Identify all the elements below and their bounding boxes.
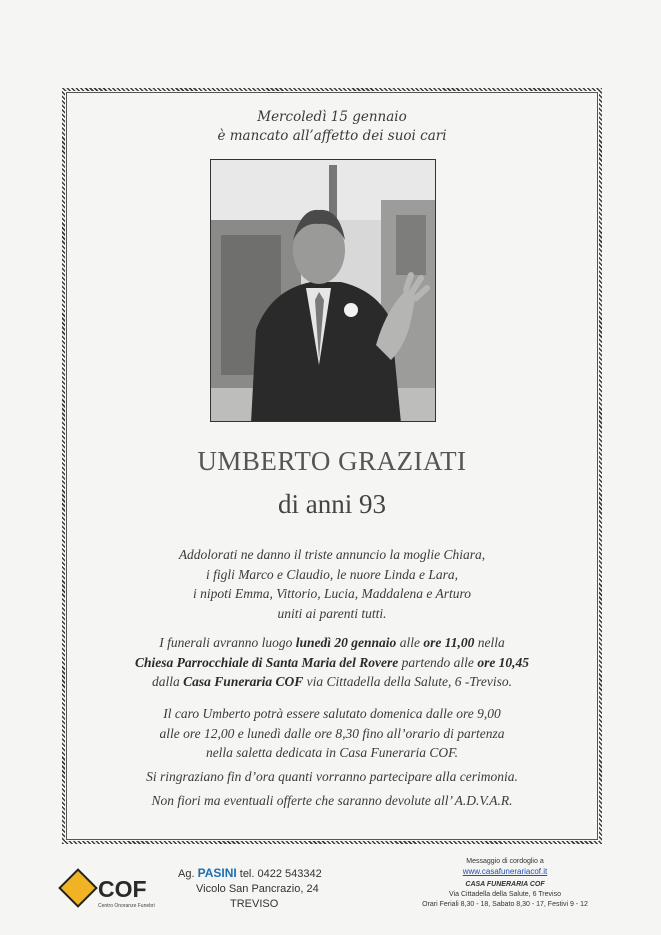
departure-time: ore 10,45 bbox=[477, 654, 530, 670]
diamond-icon bbox=[58, 868, 98, 908]
agency-name: PASINI bbox=[197, 866, 237, 880]
funeral-text: alle bbox=[396, 635, 424, 650]
thanks-line: Si ringraziano fin d’ora quanti vorranno partecipare alla cerimonia. bbox=[146, 769, 518, 784]
agency-prefix: Ag. bbox=[178, 868, 198, 880]
visiting-line: nella saletta dedicata in Casa Funeraria COF. bbox=[205, 745, 459, 760]
agency-street: Vicolo San Pancrazio, 24 bbox=[196, 883, 319, 895]
announcement-line: Addolorati ne danno il triste annuncio la moglie Chiara, bbox=[178, 547, 486, 562]
date-line: Mercoledì 15 gennaio bbox=[257, 109, 407, 125]
church-name: Chiesa Parrocchiale di Santa Maria del Rovere bbox=[134, 654, 399, 670]
announcement-paragraph bbox=[62, 545, 602, 623]
funeral-line-3 bbox=[62, 672, 602, 692]
agency-contact bbox=[178, 866, 348, 912]
deceased-age: di anni 93 bbox=[278, 489, 386, 519]
agency-line bbox=[178, 866, 348, 882]
logo-wordmark: COF bbox=[98, 876, 147, 902]
condolence-label: Messaggio di cordoglio a bbox=[466, 858, 544, 865]
deceased-name: UMBERTO GRAZIATI bbox=[197, 446, 467, 476]
condolence-info bbox=[405, 857, 605, 910]
visiting-paragraph bbox=[62, 704, 602, 763]
announcement-line: uniti ai parenti tutti. bbox=[277, 605, 387, 621]
agency-phone: tel. 0422 543342 bbox=[236, 868, 322, 880]
announcement-line: i nipoti Emma, Vittorio, Lucia, Maddalena e Arturo bbox=[193, 586, 471, 601]
funeral-text: nella bbox=[474, 635, 505, 650]
funeral-home-title: CASA FUNERARIA COF bbox=[465, 881, 545, 888]
agency-city: TREVISO bbox=[230, 898, 279, 910]
funeral-text: partendo alle bbox=[398, 654, 478, 670]
visiting-line: alle ore 12,00 e lunedì dalle ore 8,30 fino all’orario di partenza bbox=[159, 725, 505, 741]
funeral-line-2 bbox=[62, 653, 602, 673]
flowers-line: Non fiori ma eventuali offerte che saranno devolute all’ A.D.V.A.R. bbox=[151, 793, 513, 808]
funeral-time: ore 11,00 bbox=[423, 635, 475, 650]
funeral-date: lunedì 20 gennaio bbox=[295, 635, 397, 650]
portrait-photo bbox=[210, 159, 436, 422]
intro-text bbox=[62, 108, 602, 146]
funeral-home-name: Casa Funeraria COF bbox=[183, 674, 304, 689]
funeral-home-address: Via Cittadella della Salute, 6 Treviso bbox=[449, 891, 561, 898]
funeral-text: dalla bbox=[152, 674, 184, 689]
announcement-line: i figli Marco e Claudio, le nuore Linda e Lara, bbox=[205, 566, 459, 582]
cof-logo bbox=[58, 872, 168, 916]
logo-subtitle: Centro Onoranze Funebri bbox=[98, 903, 155, 909]
visiting-line: Il caro Umberto potrà essere salutato domenica dalle ore 9,00 bbox=[163, 706, 501, 721]
funeral-text: I funerali avranno luogo bbox=[159, 635, 296, 650]
condolence-link[interactable]: www.casafunerariacof.it bbox=[462, 867, 548, 876]
funeral-line-1 bbox=[62, 633, 602, 653]
passing-line: è mancato all’affetto dei suoi cari bbox=[217, 128, 447, 144]
funeral-home-hours: Orari Feriali 8,30 - 18, Sabato 8,30 - 17, Festivi 9 - 12 bbox=[422, 901, 588, 908]
funeral-address: via Cittadella della Salute, 6 -Treviso. bbox=[303, 674, 512, 689]
funeral-paragraph bbox=[62, 633, 602, 692]
